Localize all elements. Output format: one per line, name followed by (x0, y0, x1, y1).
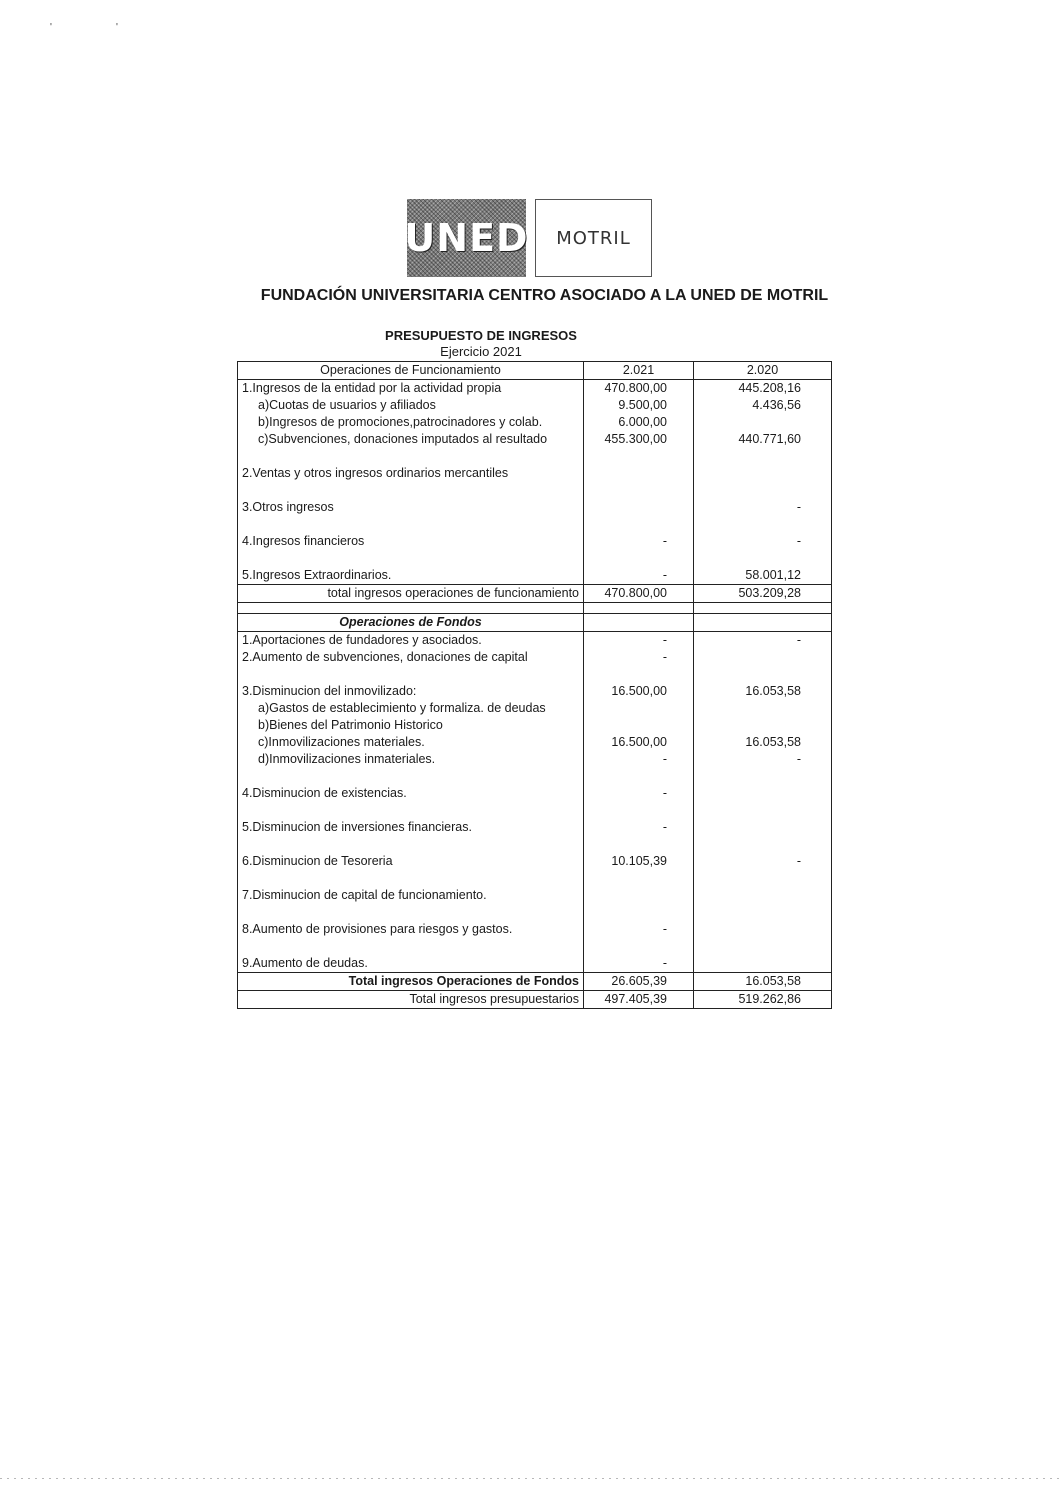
value-2020: - (694, 632, 832, 650)
table-row (238, 533, 832, 550)
value-2021 (584, 499, 694, 516)
row-label: b)Bienes del Patrimonio Historico (238, 717, 584, 734)
value-2021: - (584, 785, 694, 802)
table-row (238, 567, 832, 585)
row-label: 1.Ingresos de la entidad por la actividad propia (238, 380, 584, 398)
value-2020 (694, 819, 832, 836)
spacer-row (238, 666, 832, 683)
value-2021: - (584, 751, 694, 768)
value-2021: 470.800,00 (584, 380, 694, 398)
row-label: 4.Disminucion de existencias. (238, 785, 584, 802)
value-2021: 16.500,00 (584, 734, 694, 751)
value-2021 (584, 465, 694, 482)
table-row (238, 414, 832, 431)
row-label: 1.Aportaciones de fundadores y asociados. (238, 632, 584, 650)
spacer-row (238, 870, 832, 887)
value-2020 (694, 955, 832, 973)
table-row (238, 499, 832, 516)
row-label: 6.Disminucion de Tesoreria (238, 853, 584, 870)
value-2021 (584, 717, 694, 734)
value-2020 (694, 785, 832, 802)
value-2020: 58.001,12 (694, 567, 832, 585)
total-row-funcionamiento: total ingresos operaciones de funcionamiento 470.800,00 503.209,28 (238, 585, 832, 603)
value-2020 (694, 414, 832, 431)
motril-logo: MOTRIL (535, 199, 652, 277)
table-row (238, 955, 832, 973)
table-row (238, 683, 832, 700)
table-row (238, 717, 832, 734)
value-2021: 6.000,00 (584, 414, 694, 431)
row-label: b)Ingresos de promociones,patrocinadores y colab. (238, 414, 584, 431)
value-2021: - (584, 649, 694, 666)
value-2020: 519.262,86 (694, 991, 832, 1009)
uned-logo-text: UNED (404, 216, 529, 260)
value-2020: 445.208,16 (694, 380, 832, 398)
value-2021: 26.605,39 (584, 973, 694, 991)
column-header-2021: 2.021 (584, 362, 694, 380)
value-2020: - (694, 853, 832, 870)
spacer-row (238, 603, 832, 614)
table-row (238, 819, 832, 836)
organization-title: FUNDACIÓN UNIVERSITARIA CENTRO ASOCIADO A LA UNED DE MOTRIL (260, 287, 829, 304)
row-label: d)Inmovilizaciones inmateriales. (238, 751, 584, 768)
value-2020: 440.771,60 (694, 431, 832, 448)
scan-mark: ' (116, 22, 118, 33)
row-label: 3.Otros ingresos (238, 499, 584, 516)
row-label: 2.Ventas y otros ingresos ordinarios mercantiles (238, 465, 584, 482)
spacer-row (238, 448, 832, 465)
value-2021: 470.800,00 (584, 585, 694, 603)
row-label: 5.Ingresos Extraordinarios. (238, 567, 584, 585)
value-2021 (584, 887, 694, 904)
value-2021: - (584, 533, 694, 550)
value-2021: - (584, 955, 694, 973)
value-2021: 10.105,39 (584, 853, 694, 870)
value-2021 (584, 700, 694, 717)
value-2020 (694, 887, 832, 904)
value-2020: 16.053,58 (694, 734, 832, 751)
spacer-row (238, 768, 832, 785)
table-row (238, 887, 832, 904)
budget-title: PRESUPUESTO DE INGRESOS (385, 328, 577, 343)
budget-year: Ejercicio 2021 (440, 344, 522, 359)
scan-mark: ' (50, 22, 52, 33)
value-2020: - (694, 499, 832, 516)
value-2020 (694, 717, 832, 734)
value-2021: 9.500,00 (584, 397, 694, 414)
row-label: c)Subvenciones, donaciones imputados al resultado (238, 431, 584, 448)
table-header-row (238, 362, 832, 380)
table-row (238, 853, 832, 870)
row-label: c)Inmovilizaciones materiales. (238, 734, 584, 751)
value-2021: - (584, 567, 694, 585)
spacer-row (238, 802, 832, 819)
table-row (238, 397, 832, 414)
value-2021: 497.405,39 (584, 991, 694, 1009)
row-label: 2.Aumento de subvenciones, donaciones de capital (238, 649, 584, 666)
scan-noise-line (0, 1478, 1059, 1479)
table-row (238, 734, 832, 751)
row-label: a)Gastos de establecimiento y formaliza. de deudas (238, 700, 584, 717)
value-2020: - (694, 751, 832, 768)
spacer-row (238, 836, 832, 853)
table-row (238, 751, 832, 768)
spacer-row (238, 516, 832, 533)
budget-table (237, 361, 832, 1009)
value-2020 (694, 700, 832, 717)
value-2021: 455.300,00 (584, 431, 694, 448)
value-2020: 16.053,58 (694, 973, 832, 991)
value-2020: 4.436,56 (694, 397, 832, 414)
row-label: 4.Ingresos financieros (238, 533, 584, 550)
value-2021: 16.500,00 (584, 683, 694, 700)
table-row (238, 380, 832, 398)
value-2020: 16.053,58 (694, 683, 832, 700)
table-row (238, 431, 832, 448)
uned-logo (404, 199, 529, 277)
row-label: 7.Disminucion de capital de funcionamiento. (238, 887, 584, 904)
value-2021: - (584, 819, 694, 836)
section-title-funcionamiento: Operaciones de Funcionamiento (238, 362, 584, 380)
value-2021: - (584, 632, 694, 650)
spacer-row (238, 482, 832, 499)
spacer-row (238, 938, 832, 955)
spacer-row (238, 904, 832, 921)
row-label: a)Cuotas de usuarios y afiliados (238, 397, 584, 414)
table-row (238, 921, 832, 938)
value-2020 (694, 649, 832, 666)
row-label: 3.Disminucion del inmovilizado: (238, 683, 584, 700)
value-2020 (694, 465, 832, 482)
total-row-presupuestarios: Total ingresos presupuestarios 497.405,39 519.262,86 (238, 991, 832, 1009)
row-label: 9.Aumento de deudas. (238, 955, 584, 973)
total-row-fondos: Total ingresos Operaciones de Fondos 26.605,39 16.053,58 (238, 973, 832, 991)
section-title-fondos: Operaciones de Fondos (238, 614, 584, 632)
table-row (238, 465, 832, 482)
table-row (238, 700, 832, 717)
row-label: 8.Aumento de provisiones para riesgos y gastos. (238, 921, 584, 938)
table-row (238, 632, 832, 650)
row-label: 5.Disminucion de inversiones financieras. (238, 819, 584, 836)
spacer-row (238, 550, 832, 567)
value-2020 (694, 921, 832, 938)
value-2021: - (584, 921, 694, 938)
value-2020: 503.209,28 (694, 585, 832, 603)
table-row (238, 649, 832, 666)
value-2020: - (694, 533, 832, 550)
table-row (238, 785, 832, 802)
section-header-row (238, 614, 832, 632)
column-header-2020: 2.020 (694, 362, 832, 380)
